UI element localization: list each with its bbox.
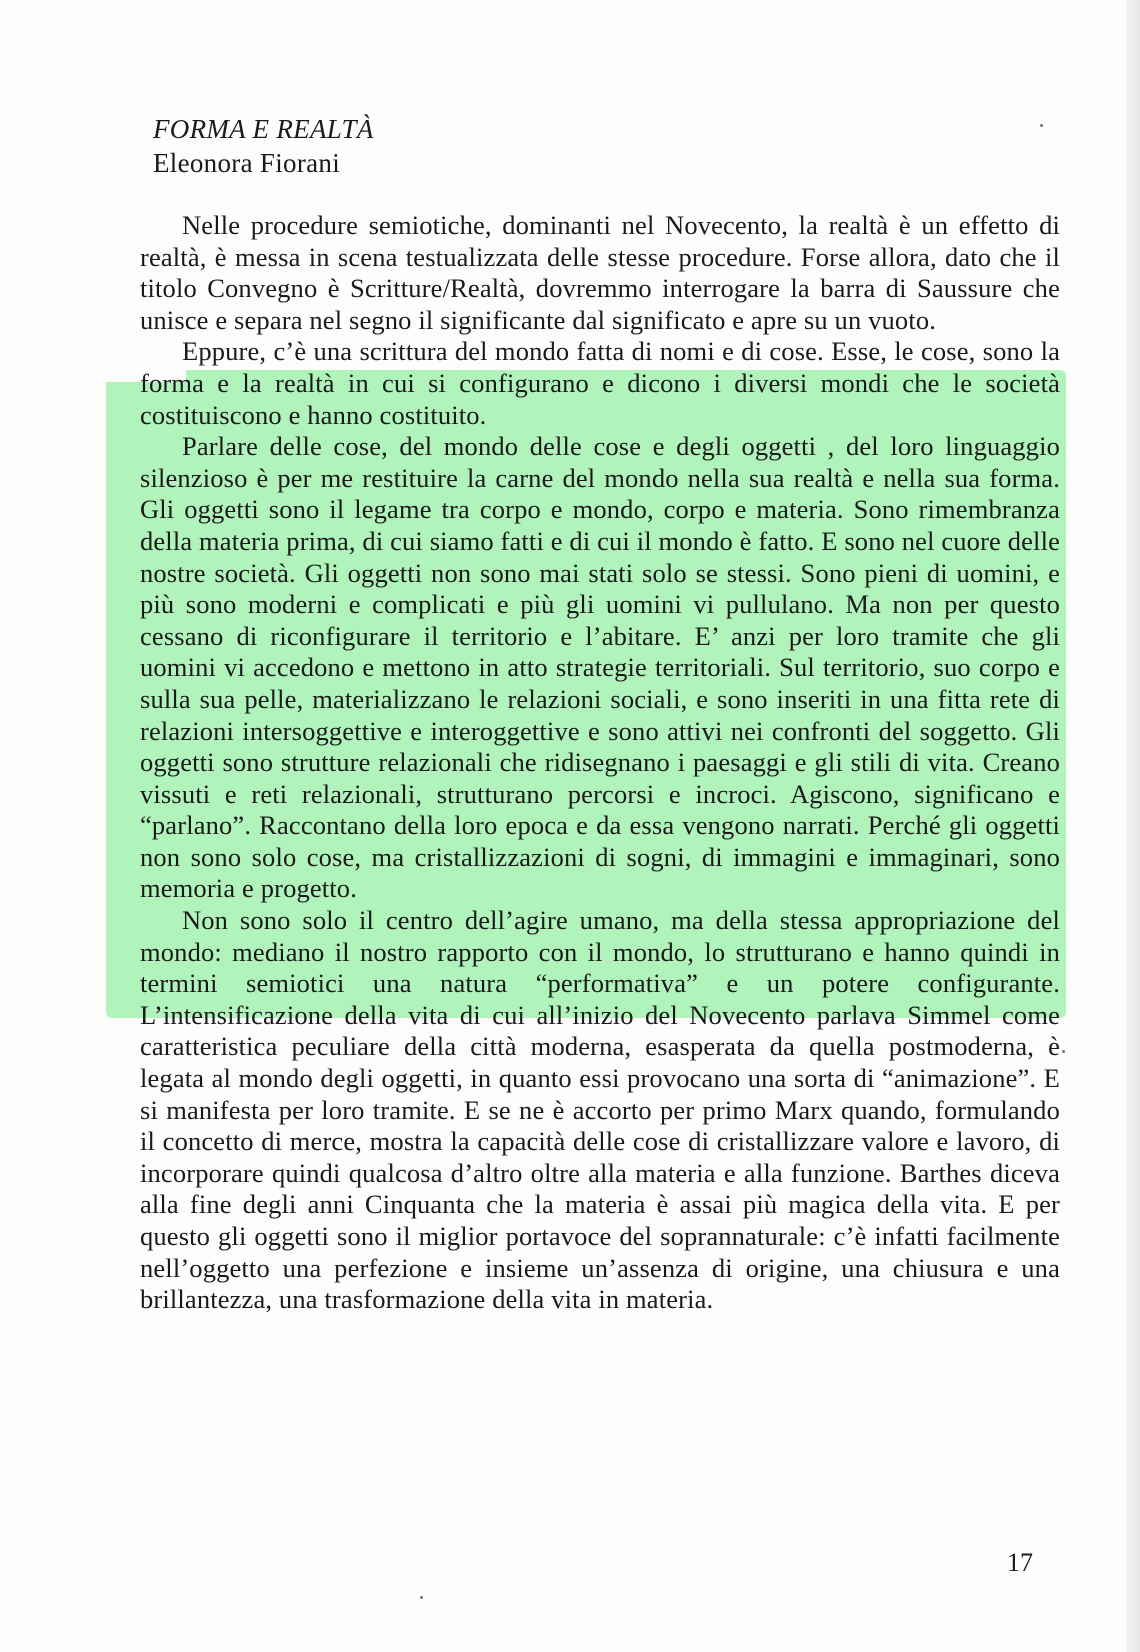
paragraph-4: Non sono solo il centro dell’agire umano, ma della stessa appropriazione del mondo: mediano il nostro rapporto con il mondo, lo strutturano e hanno quindi in termini semiotici una natura “performativa” e un potere configurante. L’intensificazione della vita di cui all’inizio del Novecento parlava Simmel come caratteristica peculiare della città moderna, esasperata da quella postmoderna, è legata al mondo degli oggetti, in quanto essi provocano una sorta di “animazione”. E si manifesta per loro tramite. E se ne è accorto per primo Marx quando, formulando il concetto di merce, mostra la capacità delle cose di cristallizzare valore e lavoro, di incorporare quindi qualcosa d’altro oltre alla materia e alla funzione. Barthes diceva alla fine degli anni Cinquanta che la materia è assai più magica della vita. E per questo gli oggetti sono il miglior portavoce del soprannaturale: c’è infatti facilmente nell’oggetto una perfezione e insieme un’assenza di origine, una chiusura e una brillantezza, una trasformazione della vita in materia. [140, 905, 1060, 1315]
scan-speck [420, 1596, 423, 1599]
scan-edge [1126, 0, 1140, 1652]
article-header [153, 112, 374, 180]
paragraph-2: Eppure, c’è una scrittura del mondo fatta di nomi e di cose. Esse, le cose, sono la forma e la realtà in cui si configurano e dicono i diversi mondi che le società costituiscono e hanno costituito. [140, 336, 1060, 430]
paragraph-1: Nelle procedure semiotiche, dominanti nel Novecento, la realtà è un effetto di realtà, è messa in scena testualizzata delle stesse procedure. Forse allora, dato che il titolo Convegno è Scritture/Realtà, dovremmo interrogare la barra di Saussure che unisce e separa nel segno il significante dal significato e apre su un vuoto. [140, 210, 1060, 335]
article-body [140, 210, 1060, 1316]
scan-speck [1062, 1050, 1065, 1053]
article-author: Eleonora Fiorani [153, 148, 340, 178]
page-number: 17 [1007, 1548, 1033, 1577]
paragraph-3: Parlare delle cose, del mondo delle cose e degli oggetti , del loro linguaggio silenzioso è per me restituire la carne del mondo nella sua realtà e nella sua forma. Gli oggetti sono il legame tra corpo e mondo, corpo e materia. Sono rimembranza della materia prima, di cui siamo fatti e di cui il mondo è fatto. E sono nel cuore delle nostre società. Gli oggetti non sono mai stati solo se stessi. Sono pieni di uomini, e più sono moderni e complicati e più gli uomini vi pullulano. Ma non per questo cessano di riconfigurare il territorio e l’abitare. E’ anzi per loro tramite che gli uomini vi accedono e mettono in atto strategie territoriali. Sul territorio, suo corpo e sulla sua pelle, materializzano le relazioni sociali, e sono inseriti in una fitta rete di relazioni intersoggettive e interoggettive e sono attivi nei confronti del soggetto. Gli oggetti sono strutture relazionali che ridisegnano i paesaggi e gli stili di vita. Creano vissuti e reti relazionali, strutturano percorsi e incroci. Agiscono, significano e “parlano”. Raccontano della loro epoca e da essa vengono narrati. Perché gli oggetti non sono solo cose, ma cristallizzazioni di sogni, di immagini e immaginari, sono memoria e progetto. [140, 431, 1060, 904]
scan-speck [1040, 124, 1043, 127]
article-title: FORMA E REALTÀ [153, 114, 374, 144]
